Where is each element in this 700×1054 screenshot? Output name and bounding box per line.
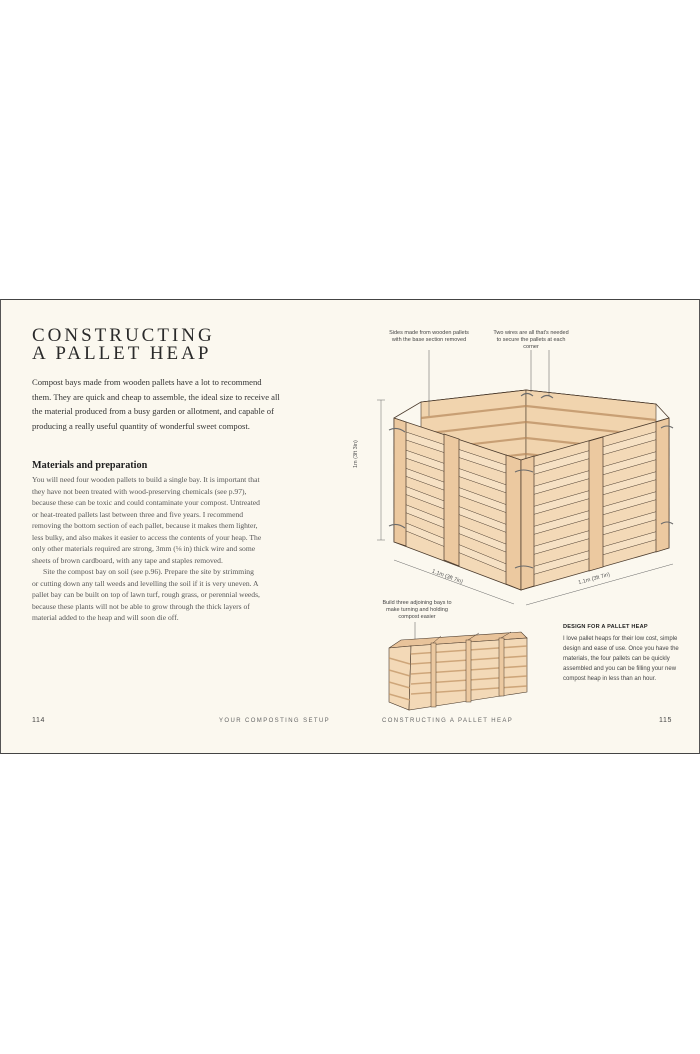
pallet-heap-illustration — [1, 300, 700, 755]
design-text: I love pallet heaps for their low cost, simple design and ease of use. Once you have the materials, the four pallets can be quickly assembled and you can be filling your new compost heap in less than an hour. — [563, 636, 679, 682]
book-spread — [0, 299, 700, 754]
body-paragraph-1: You will need four wooden pallets to build a single bay. It is important that they have not been treated with wood-preserving chemicals (see p.97), because these can be toxic and could contaminate your compost. Untreated or heat-treated pallets last between three and five years. I recommend removing the bottom section of each pallet, because it makes them lighter, less bulky, and also makes it easier to access the contents of your heap. The only other materials required are strong, 3mm (⅛ in) thick wire and some sheets of brown cardboard, with any tape and staples removed. — [32, 475, 262, 565]
callout-sides: Sides made from wooden pallets with the base section removed — [389, 330, 469, 343]
page-number-right: 115 — [659, 717, 672, 724]
dimension-depth: 1.1m (3ft 7in) — [430, 568, 464, 586]
dimension-height: 1m (3ft 3in) — [353, 440, 359, 468]
three-bay-illustration — [389, 632, 527, 710]
callout-three-bays: Build three adjoining bays to make turning and holding compost easier — [382, 600, 452, 620]
intro-paragraph: Compost bays made from wooden pallets have a lot to recommend them. They are quick and cheap to assemble, the ideal size to receive all the material produced from a busy garden or allotment, and capable of producing a really useful quantity of wonderful sweet compost. — [32, 377, 280, 431]
running-head-left: YOUR COMPOSTING SETUP — [219, 718, 331, 724]
dimension-width: 1.1m (3ft 7in) — [577, 571, 611, 587]
page-number-left: 114 — [32, 717, 45, 724]
callout-wires: Two wires are all that's needed to secure the pallets at each corner — [493, 330, 569, 350]
running-head-right: CONSTRUCTING A PALLET HEAP — [382, 718, 514, 724]
body-paragraph-2: Site the compost bay on soil (see p.96). Prepare the site by strimming or cutting down any tall weeds and levelling the soil if it is very uneven. A pallet bay can be built on top of lawn turf, rough grass, or perennial weeds, because these plants will not be able to grow through the thick layers of material added to the heap and will soon die off. — [32, 567, 260, 622]
title-line-1: CONSTRUCTING — [32, 325, 215, 346]
section-heading: Materials and preparation — [32, 460, 148, 471]
title-line-2: A PALLET HEAP — [32, 343, 212, 364]
design-heading: DESIGN FOR A PALLET HEAP — [563, 624, 648, 630]
